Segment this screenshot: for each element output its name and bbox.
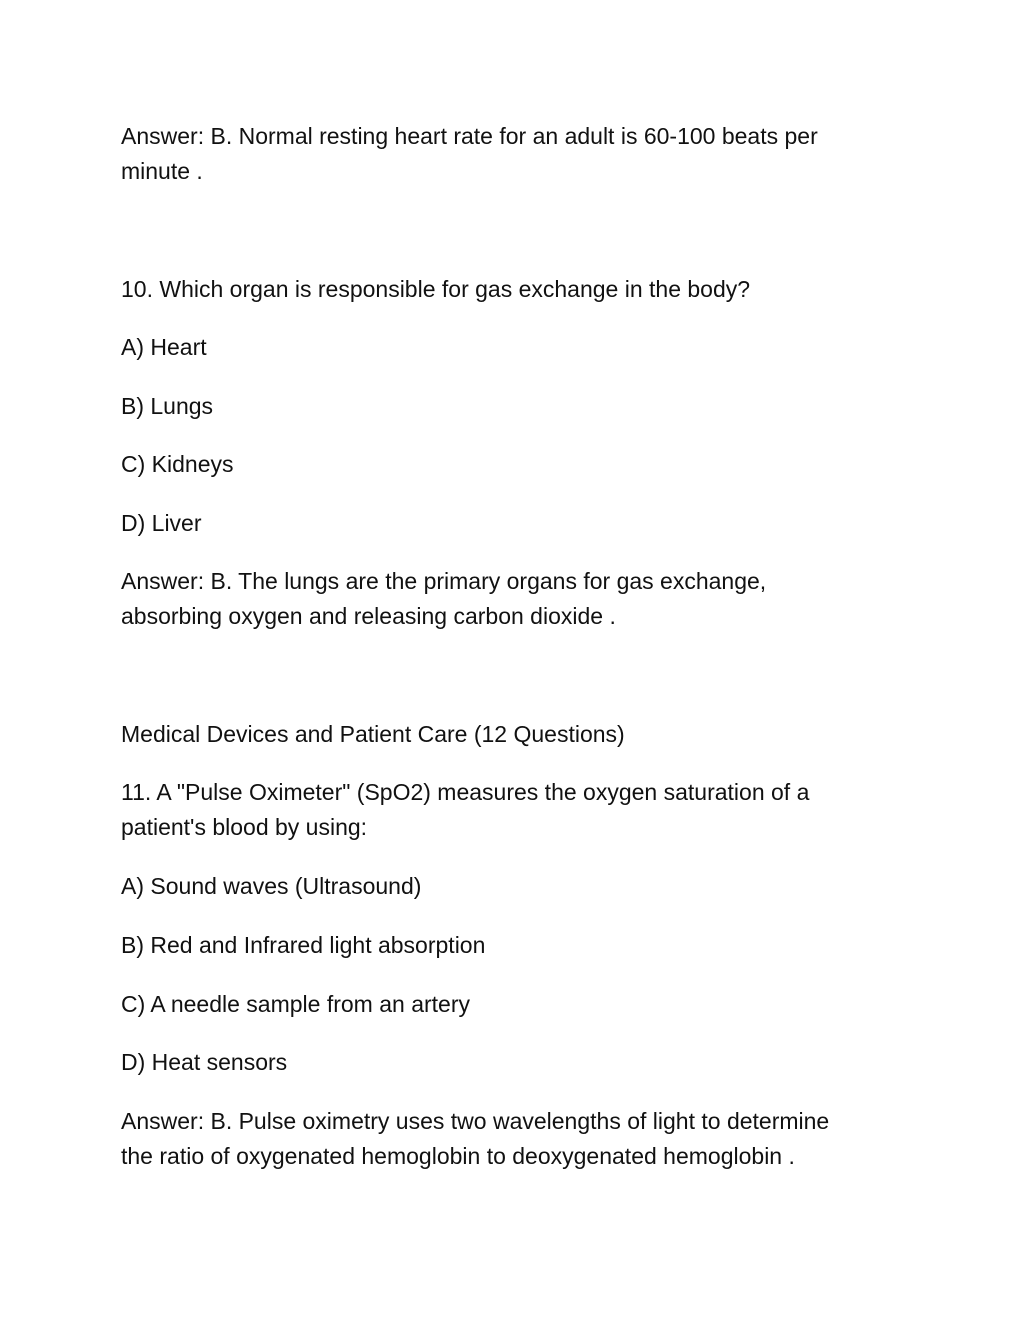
text-line: C) Kidneys [121, 451, 234, 477]
text-line: Answer: B. The lungs are the primary organs for gas exchange, [121, 568, 767, 594]
answer-paragraph [121, 119, 911, 189]
option-item [121, 389, 911, 424]
text-line: Answer: B. Pulse oximetry uses two wavelengths of light to determine [121, 1108, 830, 1134]
text-line: B) Red and Infrared light absorption [121, 932, 486, 958]
text-line: 10. Which organ is responsible for gas exchange in the body? [121, 276, 751, 302]
section-heading [121, 717, 911, 752]
text-line: C) A needle sample from an artery [121, 991, 470, 1017]
text-line: D) Heat sensors [121, 1049, 288, 1075]
text-line: minute . [121, 158, 203, 184]
option-item [121, 447, 911, 482]
option-item [121, 330, 911, 365]
option-item [121, 869, 911, 904]
text-line: absorbing oxygen and releasing carbon dioxide . [121, 603, 616, 629]
option-item [121, 506, 911, 541]
option-item [121, 987, 911, 1022]
text-line: A) Heart [121, 334, 207, 360]
answer-paragraph [121, 1104, 911, 1174]
option-item [121, 928, 911, 963]
text-line: Medical Devices and Patient Care (12 Questions) [121, 721, 625, 747]
text-line: Answer: B. Normal resting heart rate for an adult is 60-100 beats per [121, 123, 818, 149]
option-item [121, 1045, 911, 1080]
text-line: D) Liver [121, 510, 202, 536]
answer-paragraph [121, 564, 911, 634]
text-line: patient's blood by using: [121, 814, 368, 840]
text-line: B) Lungs [121, 393, 214, 419]
text-line: 11. A "Pulse Oximeter" (SpO2) measures the oxygen saturation of a [121, 779, 810, 805]
text-line: the ratio of oxygenated hemoglobin to deoxygenated hemoglobin . [121, 1143, 795, 1169]
question-text [121, 272, 911, 307]
text-line: A) Sound waves (Ultrasound) [121, 873, 422, 899]
question-text [121, 775, 911, 845]
